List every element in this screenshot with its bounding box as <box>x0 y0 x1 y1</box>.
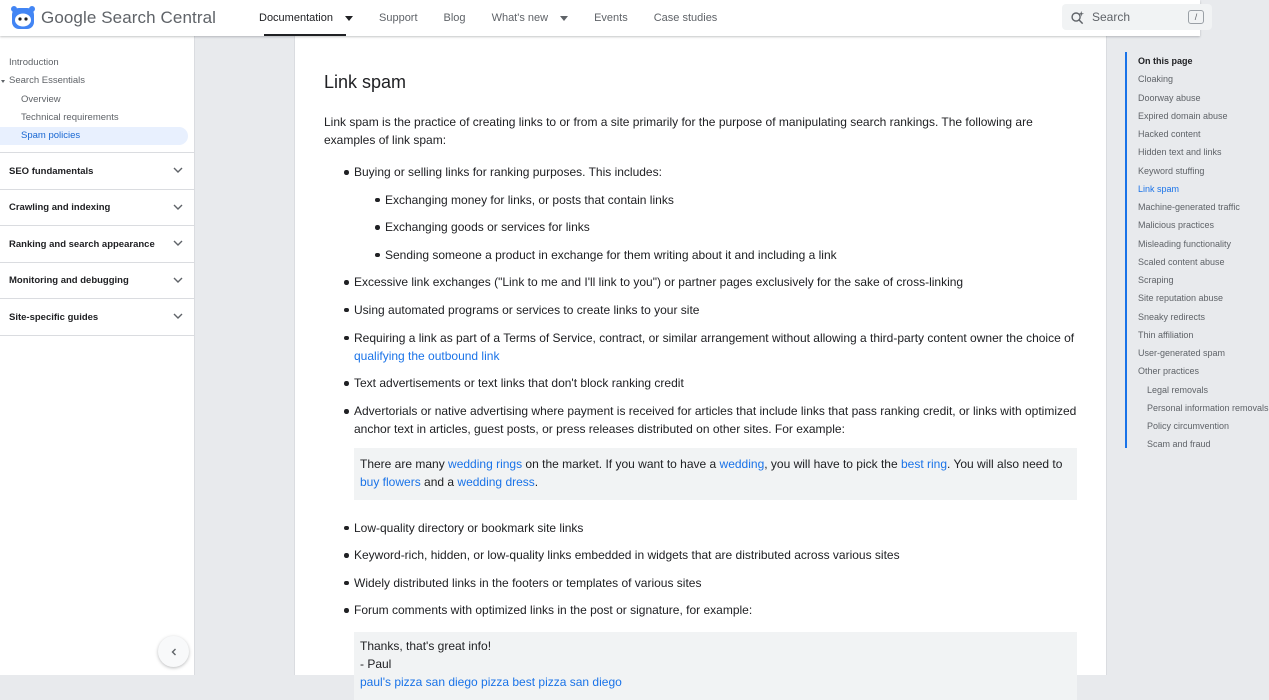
nav-events[interactable] <box>581 0 641 36</box>
intro-paragraph: Link spam is the practice of creating links to or from a site primarily for the purpose of manipulating search rankings. The following are examples of link spam: <box>324 115 1033 148</box>
example-link-wedding-dress[interactable]: wedding dress <box>457 475 535 490</box>
example-line: Thanks, that's great info! <box>360 638 492 653</box>
nav-label: Support <box>379 12 418 24</box>
chevron-down-icon <box>172 310 184 322</box>
toc-item-link-spam[interactable]: Link spam <box>1138 183 1180 194</box>
list-item <box>324 246 1080 264</box>
list-item-text: Using automated programs or services to create links to your site <box>354 302 700 317</box>
section-crawling-and-indexing[interactable] <box>0 190 194 227</box>
example-line: - Paul <box>360 656 392 671</box>
example-link-buy-flowers[interactable]: buy flowers <box>360 475 421 490</box>
nav-blog[interactable] <box>431 0 479 36</box>
toc-item-cloaking[interactable]: Cloaking <box>1138 74 1174 85</box>
toc-item-scaled-content-abuse[interactable]: Scaled content abuse <box>1138 256 1225 267</box>
top-app-bar <box>0 0 1200 36</box>
nav-item-overview[interactable] <box>0 91 194 109</box>
list-item-text: Advertorials or native advertising where payment is received for articles that include links that pass ranking credit, or links with optimized anchor text in articles, guest posts, or press releases distributed on other sites. For example: <box>354 404 1077 437</box>
nav-label: Events <box>594 12 628 24</box>
toc-item-legal-removals[interactable]: Legal removals <box>1147 384 1209 395</box>
section-site-specific-guides[interactable] <box>0 299 194 336</box>
toc-item-doorway-abuse[interactable]: Doorway abuse <box>1138 92 1201 103</box>
list-item <box>324 329 1080 366</box>
site-logo[interactable] <box>10 5 216 31</box>
section-seo-fundamentals[interactable] <box>0 153 194 190</box>
chevron-down-icon <box>172 164 184 176</box>
example-spam-link[interactable]: paul's pizza san diego pizza best pizza san diego <box>360 675 622 690</box>
forum-example-block <box>354 632 1077 700</box>
section-label: Crawling and indexing <box>9 202 111 214</box>
toc-item-malicious-practices[interactable]: Malicious practices <box>1138 220 1215 231</box>
nav-label: Blog <box>443 12 466 24</box>
list-item-text: Low-quality directory or bookmark site links <box>354 520 584 535</box>
nav-support[interactable] <box>366 0 431 36</box>
caret-down-icon <box>560 16 568 21</box>
toc-item-scraping[interactable]: Scraping <box>1138 275 1174 285</box>
toc-item-personal-information-removals[interactable]: Personal information removals <box>1147 402 1269 413</box>
nav-sections <box>0 152 194 336</box>
expanded-arrow-icon <box>1 80 5 83</box>
section-label: Ranking and search appearance <box>9 238 155 250</box>
list-item <box>324 601 1080 619</box>
list-item <box>324 163 1080 181</box>
nav-documentation[interactable] <box>246 0 366 36</box>
nav-case-studies[interactable] <box>641 0 731 36</box>
nav-whats-new[interactable] <box>479 0 582 36</box>
nav-label: Case studies <box>653 12 718 24</box>
list-item <box>324 218 1080 236</box>
search-shortcut-hint: / <box>1188 10 1204 24</box>
left-nav-sidebar <box>0 36 195 675</box>
nav-tree <box>0 36 194 145</box>
list-item-text: Exchanging money for links, or posts that contain links <box>385 192 674 207</box>
list-item-text: Sending someone a product in exchange for them writing about it and including a link <box>385 247 837 262</box>
nav-item-technical-requirements[interactable] <box>0 109 194 127</box>
list-item-text: Buying or selling links for ranking purposes. This includes: <box>354 165 662 179</box>
toc-list <box>1127 70 1269 453</box>
section-label: SEO fundamentals <box>9 165 94 177</box>
qualifying-outbound-link[interactable]: qualifying the outbound link <box>354 348 500 363</box>
toc-item-other-practices[interactable]: Other practices <box>1138 366 1200 377</box>
list-item-text: Excessive link exchanges ("Link to me and I'll link to you") or partner pages exclusively for the sake of cross-linking <box>354 275 964 290</box>
list-item <box>324 402 1080 439</box>
toc-item-hacked-content[interactable]: Hacked content <box>1138 129 1201 139</box>
search-box[interactable] <box>1062 4 1212 30</box>
list-item-text: Forum comments with optimized links in the post or signature, for example: <box>354 603 753 618</box>
example-text: and a <box>420 475 458 490</box>
example-link-wedding[interactable]: wedding <box>719 456 765 471</box>
toc-heading: On this page <box>1138 56 1193 66</box>
list-item <box>324 546 1080 564</box>
list-item-text: Text advertisements or text links that don't block ranking credit <box>354 376 684 391</box>
search-central-logo-icon <box>10 5 36 31</box>
article-container <box>294 36 1107 690</box>
nav-item-introduction[interactable] <box>0 54 194 72</box>
nav-item-search-essentials[interactable] <box>0 72 194 90</box>
nav-item-label: Overview <box>21 93 61 105</box>
chevron-down-icon <box>172 274 184 286</box>
nav-label: Documentation <box>259 12 333 24</box>
toc-item-sneaky-redirects[interactable]: Sneaky redirects <box>1138 311 1206 322</box>
nav-item-label: Search Essentials <box>9 75 86 87</box>
toc-item-policy-circumvention[interactable]: Policy circumvention <box>1147 421 1230 431</box>
toc-item-machine-generated-traffic[interactable]: Machine-generated traffic <box>1138 202 1240 212</box>
page-title: Link spam <box>324 72 407 92</box>
list-item <box>324 374 1080 392</box>
nav-item-label: Spam policies <box>21 130 81 142</box>
list-item-text: Exchanging goods or services for links <box>385 220 590 235</box>
list-item <box>324 301 1080 319</box>
section-label: Monitoring and debugging <box>9 275 129 287</box>
example-text: . You will also need to <box>947 456 1063 471</box>
list-item-text: Keyword-rich, hidden, or low-quality links embedded in widgets that are distributed across various sites <box>354 548 900 563</box>
example-link-wedding-rings[interactable]: wedding rings <box>448 456 523 471</box>
example-text: , you will have to pick the <box>764 456 901 471</box>
search-spark-icon <box>1070 10 1085 25</box>
list-item-text: Widely distributed links in the footers or templates of various sites <box>354 575 702 590</box>
logo-text: Google Search Central <box>41 8 217 27</box>
list-item <box>324 191 1080 209</box>
toc-item-misleading-functionality[interactable]: Misleading functionality <box>1138 238 1232 249</box>
chevron-down-icon <box>172 237 184 249</box>
nav-label: What's new <box>491 12 549 24</box>
nav-item-label: Technical requirements <box>21 111 119 123</box>
top-nav <box>246 0 730 36</box>
toc-item-thin-affiliation[interactable]: Thin affiliation <box>1138 329 1194 340</box>
section-ranking-and-search-appearance[interactable] <box>0 226 194 263</box>
list-item-text: Requiring a link as part of a Terms of Service, contract, or similar arrangement without allowing a third-party content owner the choice of <box>354 330 1075 345</box>
chevron-left-icon <box>169 647 179 657</box>
example-text: There are many <box>360 456 449 471</box>
example-block <box>354 448 1077 500</box>
list-item <box>324 273 1080 291</box>
on-this-page-toc <box>1125 52 1269 450</box>
link-spam-list <box>324 163 1080 700</box>
nav-item-label: Introduction <box>9 57 59 68</box>
chevron-down-icon <box>172 201 184 213</box>
list-item <box>324 519 1080 537</box>
toc-item-expired-domain-abuse[interactable]: Expired domain abuse <box>1138 110 1228 121</box>
section-label: Site-specific guides <box>9 311 99 323</box>
toc-item-hidden-text-and-links[interactable]: Hidden text and links <box>1138 147 1222 158</box>
toc-item-keyword-stuffing[interactable]: Keyword stuffing <box>1138 165 1205 176</box>
caret-down-icon <box>345 16 353 21</box>
toc-item-site-reputation-abuse[interactable]: Site reputation abuse <box>1138 293 1224 304</box>
nav-item-spam-policies[interactable] <box>0 127 188 145</box>
example-text: . <box>534 475 539 490</box>
toc-item-user-generated-spam[interactable]: User-generated spam <box>1138 348 1226 358</box>
list-item <box>324 574 1080 592</box>
example-link-best-ring[interactable]: best ring <box>900 456 948 471</box>
section-monitoring-and-debugging[interactable] <box>0 263 194 300</box>
collapse-sidebar-button[interactable] <box>158 636 189 667</box>
search-placeholder: Search <box>1092 10 1131 24</box>
example-text: on the market. If you want to have a <box>522 456 720 471</box>
toc-item-scam-and-fraud[interactable]: Scam and fraud <box>1147 439 1211 450</box>
